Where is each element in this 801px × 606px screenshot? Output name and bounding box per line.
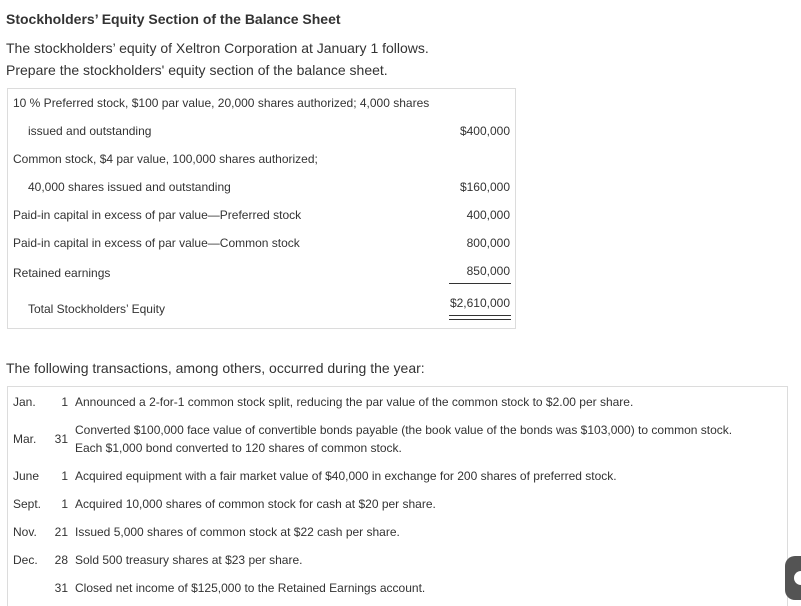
scroll-handle-notch-icon: [794, 571, 801, 585]
transaction-description: Announced a 2-for-1 common stock split, reducing the par value of the common stock to $2.00 per share.: [75, 395, 634, 409]
transaction-month: June: [13, 469, 40, 483]
equity-row-label: issued and outstanding: [28, 124, 152, 138]
total-double-underline-1: [449, 315, 511, 316]
equity-row-amount: $400,000: [459, 124, 510, 138]
transaction-month: Mar.: [13, 432, 37, 446]
transaction-month: Sept.: [13, 497, 42, 511]
equity-total-amount: $2,610,000: [449, 296, 510, 310]
equity-row-amount: $160,000: [459, 180, 510, 194]
transactions-table: [7, 386, 788, 606]
equity-row-label: 10 % Preferred stock, $100 par value, 20,000 shares authorized; 4,000 shares: [13, 96, 430, 110]
equity-row-amount: 400,000: [466, 208, 510, 222]
transaction-day: 28: [54, 553, 68, 567]
transaction-month: Dec.: [13, 553, 38, 567]
transaction-day: 31: [54, 581, 68, 595]
equity-total-label: Total Stockholders’ Equity: [28, 302, 165, 316]
side-scroll-handle[interactable]: [785, 556, 801, 600]
equity-row-label: Common stock, $4 par value, 100,000 shares authorized;: [13, 152, 318, 166]
transaction-day: 1: [61, 469, 68, 483]
transaction-day: 21: [54, 525, 68, 539]
subtotal-underline: [449, 283, 511, 284]
transaction-description: Converted $100,000 face value of convertible bonds payable (the book value of the bonds was $103,000) to common stock.: [75, 423, 733, 437]
equity-row-label: Retained earnings: [13, 266, 111, 280]
transaction-description: Sold 500 treasury shares at $23 per share.: [75, 553, 303, 567]
transaction-day: 1: [61, 497, 68, 511]
equity-row-label: 40,000 shares issued and outstanding: [28, 180, 231, 194]
transaction-description: Acquired 10,000 shares of common stock for cash at $20 per share.: [75, 497, 436, 511]
transactions-heading: The following transactions, among others, occurred during the year:: [6, 360, 425, 376]
transaction-description: Acquired equipment with a fair market value of $40,000 in exchange for 200 shares of preferred stock.: [75, 469, 617, 483]
transaction-month: Jan.: [13, 395, 36, 409]
transaction-month: Nov.: [13, 525, 37, 539]
transaction-description: Issued 5,000 shares of common stock at $22 cash per share.: [75, 525, 400, 539]
transaction-day: 1: [61, 395, 68, 409]
equity-row-label: Paid-in capital in excess of par value—Common stock: [13, 236, 300, 250]
intro-line-2: Prepare the stockholders' equity section of the balance sheet.: [6, 62, 388, 78]
equity-row-amount: 800,000: [466, 236, 510, 250]
page-title: Stockholders’ Equity Section of the Balance Sheet: [6, 11, 341, 27]
intro-line-1: The stockholders’ equity of Xeltron Corporation at January 1 follows.: [6, 40, 429, 56]
transaction-description: Each $1,000 bond converted to 120 shares of common stock.: [75, 441, 402, 455]
transaction-day: 31: [54, 432, 68, 446]
equity-table: [7, 88, 516, 329]
total-double-underline-2: [449, 319, 511, 320]
equity-row-amount: 850,000: [466, 264, 510, 278]
equity-row-label: Paid-in capital in excess of par value—Preferred stock: [13, 208, 302, 222]
transaction-description: Closed net income of $125,000 to the Retained Earnings account.: [75, 581, 426, 595]
